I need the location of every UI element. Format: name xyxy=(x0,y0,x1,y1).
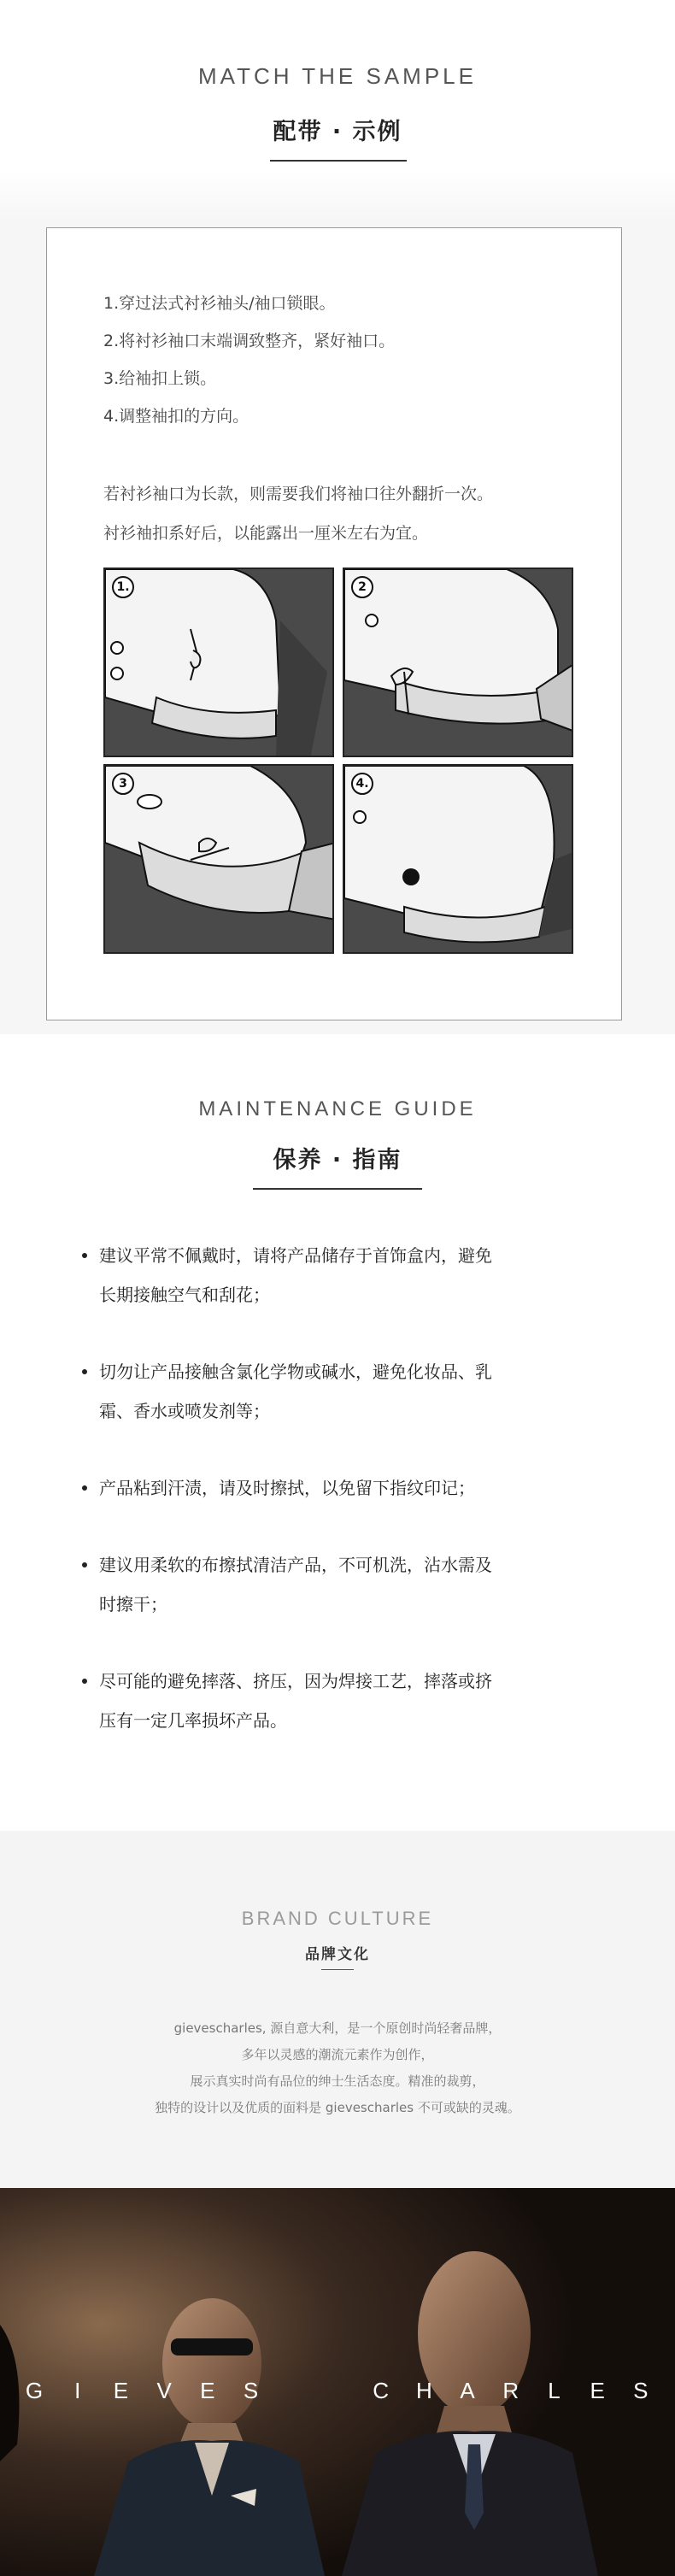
wordmark-letter: E xyxy=(200,2378,215,2403)
match-title-underline xyxy=(270,160,407,162)
wordmark-letter: A xyxy=(460,2378,475,2403)
step-1: 1.穿过法式衬衫袖头/袖口锁眼。 xyxy=(103,294,336,313)
maintenance-item-line: 尽可能的避免摔落、挤压，因为焊接工艺，摔落或挤 xyxy=(99,1671,492,1691)
cuff-step-2-illustration xyxy=(344,569,573,757)
step-badge-2: 2 xyxy=(351,576,373,598)
brand-line: 展示真实时尚有品位的绅士生活态度。精准的裁剪， xyxy=(190,2073,485,2089)
brand-hero-banner xyxy=(0,2188,675,2576)
wordmark-letter: C xyxy=(373,2378,390,2403)
maintenance-item-line: 建议用柔软的布擦拭清洁产品，不可机洗，沾水需及 xyxy=(99,1555,492,1575)
maintenance-item-line: 长期接触空气和刮花； xyxy=(99,1285,270,1305)
long-cuff-note: 若衬衫袖口为长款，则需要我们将袖口往外翻折一次。 xyxy=(103,485,494,503)
wordmark-letter: H xyxy=(415,2378,432,2403)
wordmark-letter: E xyxy=(113,2378,129,2403)
brand-description xyxy=(0,2015,675,2121)
maintenance-item-line: 霜、香水或喷发剂等； xyxy=(99,1401,270,1421)
wordmark-letter xyxy=(275,2378,313,2404)
illustration-step-1 xyxy=(103,568,334,757)
maintenance-item-line: 建议平常不佩戴时，请将产品储存于首饰盒内，避免 xyxy=(99,1245,492,1266)
maintenance-item-line: 产品粘到汗渍，请及时擦拭，以免留下指纹印记； xyxy=(99,1478,475,1498)
instruction-box xyxy=(46,227,622,1020)
wordmark-letter: V xyxy=(156,2378,172,2403)
cuff-step-1-illustration xyxy=(105,569,334,757)
brand-title-underline xyxy=(321,1969,354,1970)
maintenance-title-cn: 保养 · 指南 xyxy=(273,1147,402,1173)
brand-line: 独特的设计以及优质的面料是 gievescharles 不可或缺的灵魂。 xyxy=(155,2100,520,2115)
brand-line: gievescharles, 源自意大利，是一个原创时尚轻奢品牌， xyxy=(173,2020,502,2036)
illustration-step-4 xyxy=(343,764,573,954)
maintenance-title-underline xyxy=(253,1188,422,1190)
maintenance-title-en: MAINTENANCE GUIDE xyxy=(198,1097,477,1120)
wordmark-letter: S xyxy=(243,2378,259,2403)
wordmark-letter: L xyxy=(548,2378,561,2403)
step-2: 2.将衬衫袖口末端调致整齐，紧好袖口。 xyxy=(103,332,396,350)
wordmark-letter: E xyxy=(590,2378,605,2403)
illustration-step-3 xyxy=(103,764,334,954)
step-4: 4.调整袖扣的方向。 xyxy=(103,407,249,426)
wordmark-letter: R xyxy=(502,2378,519,2403)
step-list xyxy=(103,285,395,435)
wordmark-letter xyxy=(319,2378,356,2404)
maintenance-item xyxy=(82,1545,595,1624)
match-title-en: MATCH THE SAMPLE xyxy=(198,63,477,89)
step-badge-4: 4. xyxy=(351,773,373,795)
maintenance-item xyxy=(82,1352,595,1431)
match-title-cn: 配带 · 示例 xyxy=(273,119,402,145)
cuff-length-note: 衬衫袖扣系好后，以能露出一厘米左右为宜。 xyxy=(103,524,429,543)
brand-line: 多年以灵感的潮流元素作为创作， xyxy=(241,2047,434,2062)
maintenance-item xyxy=(82,1468,595,1508)
cuff-step-3-illustration xyxy=(105,766,334,954)
brand-section xyxy=(0,1831,675,2188)
brand-title-en: BRAND CULTURE xyxy=(241,1908,434,1929)
wordmark-letter: S xyxy=(633,2378,649,2403)
maintenance-section xyxy=(0,1034,675,1831)
maintenance-item xyxy=(82,1236,595,1314)
wordmark-letter: I xyxy=(74,2378,81,2403)
cuff-step-4-illustration xyxy=(344,766,573,954)
maintenance-item-line: 时擦干； xyxy=(99,1594,167,1614)
maintenance-item-line: 压有一定几率损坏产品。 xyxy=(99,1710,287,1731)
brand-wordmark xyxy=(0,2378,675,2404)
brand-title-cn: 品牌文化 xyxy=(305,1946,370,1963)
maintenance-item-line: 切勿让产品接触含氯化学物或碱水，避免化妆品、乳 xyxy=(99,1362,492,1382)
step-badge-1: 1. xyxy=(112,576,134,598)
match-section xyxy=(0,0,675,1034)
wordmark-letter: G xyxy=(25,2378,44,2403)
step-badge-3: 3 xyxy=(112,773,134,795)
maintenance-list xyxy=(82,1236,595,1778)
step-3: 3.给袖扣上锁。 xyxy=(103,369,217,388)
illustration-step-2 xyxy=(343,568,573,757)
maintenance-item xyxy=(82,1661,595,1740)
